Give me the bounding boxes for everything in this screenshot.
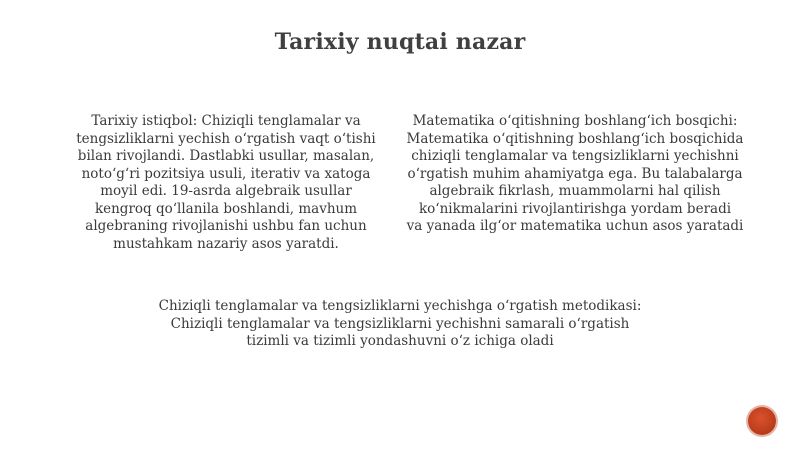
circle-next-icon[interactable]	[748, 407, 776, 435]
slide-title: Tarixiy nuqtai nazar	[274, 29, 526, 55]
historical-perspective-text: Tarixiy istiqbol: Chiziqli tenglamalar va tengsizliklarni yechish o‘rgatish vaqt o‘tishi bilan rivojlandi. Dastlabki usullar, masalan, noto‘g‘ri pozitsiya usuli, iterativ va xatoga moyil edi. 19-asrda algebraik usullar kengroq qo‘llanila boshlandi, mavhum algebraning rivojlanishi ushbu fan uchun mustahkam nazariy asos yaratdi.	[76, 113, 376, 252]
initial-stage-text: Matematika o‘qitishning boshlang‘ich bosqichi: Matematika o‘qitishning boshlang‘ich bosqichida chiziqli tenglamalar va tengsizliklarni yechishni o‘rgatish muhim ahamiyatga ega. Bu talabalarga algebraik fikrlash, muammolarni hal qilish ko‘nikmalarini rivojlantirishga yordam beradi va yanada ilg‘or matematika uchun asos yaratadi	[406, 113, 744, 234]
methodology-text: Chiziqli tenglamalar va tengsizliklarni yechishga o‘rgatish metodikasi: Chiziqli tenglamalar va tengsizliklarni yechishni samarali o‘rgatish tizimli va tizimli yondashuvni o‘z ichiga oladi	[158, 298, 642, 349]
